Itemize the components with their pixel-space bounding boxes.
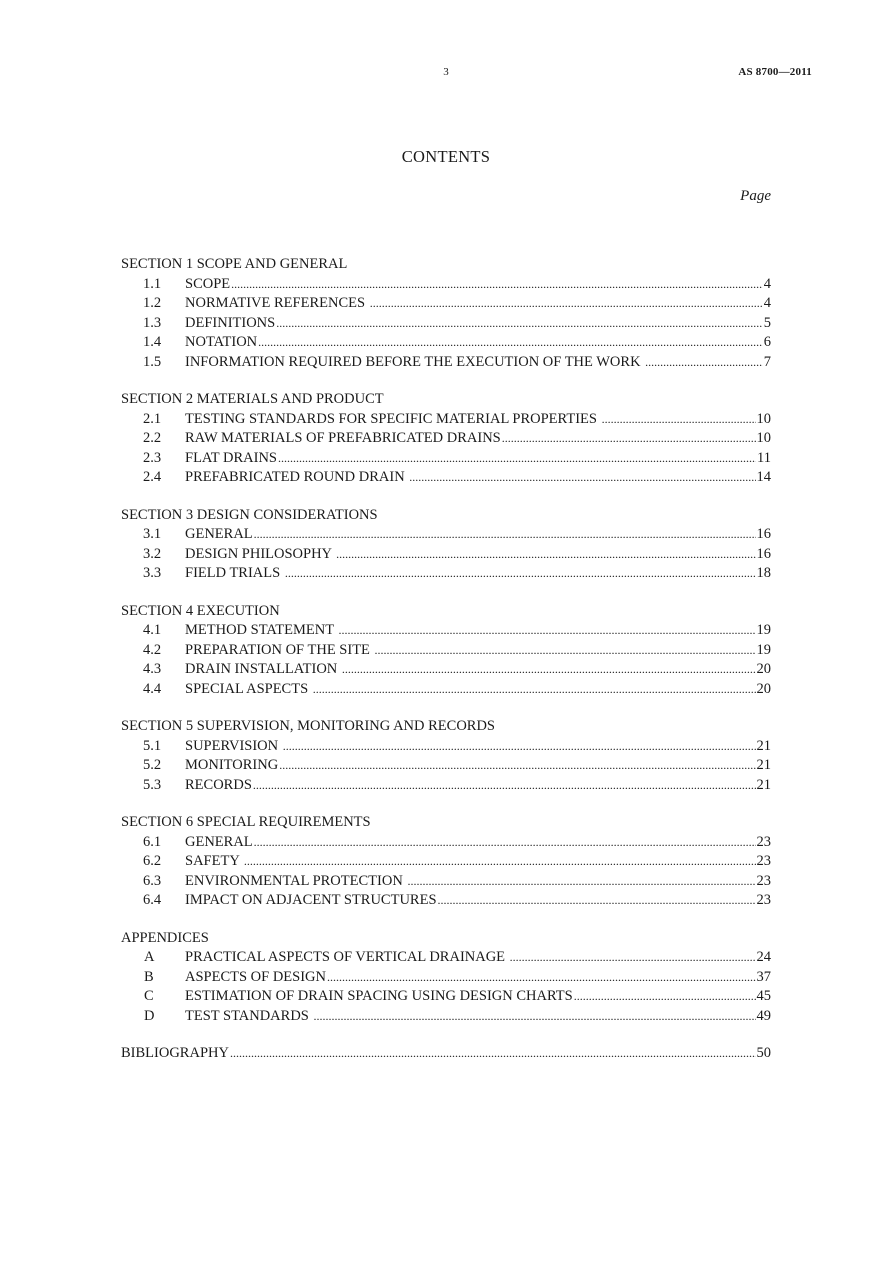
toc-entry[interactable] xyxy=(121,564,771,584)
toc-entry-page: 21 xyxy=(756,737,771,754)
toc-entry-title: FLAT DRAINS xyxy=(185,449,277,466)
dot-leader xyxy=(278,449,756,469)
toc-entry-number: 4.3 xyxy=(143,661,162,677)
toc-entry-page: 14 xyxy=(756,469,771,485)
toc-entry-number: 2.2 xyxy=(143,430,162,446)
toc-entry[interactable] xyxy=(121,776,771,796)
toc-entry-title: IMPACT ON ADJACENT STRUCTURES xyxy=(185,892,437,908)
toc-entry[interactable] xyxy=(121,449,771,469)
toc-entry-title: RECORDS xyxy=(185,776,252,793)
toc-entry-number: 5.3 xyxy=(143,776,162,793)
toc-entry-page: 23 xyxy=(756,892,771,908)
toc-section-heading: SECTION 3 DESIGN CONSIDERATIONS xyxy=(121,506,378,523)
toc-section-heading: SECTION 5 SUPERVISION, MONITORING AND RECORDS xyxy=(121,718,495,734)
toc-entry[interactable] xyxy=(121,294,771,314)
dot-leader xyxy=(338,621,755,641)
dot-leader xyxy=(438,891,756,911)
toc-entry-title: MONITORING xyxy=(185,757,279,773)
toc-entry-number: D xyxy=(144,1007,155,1024)
dot-leader xyxy=(342,660,756,680)
dot-leader xyxy=(231,275,763,295)
toc-entry-title: GENERAL xyxy=(185,833,253,850)
toc-entry-number: 4.4 xyxy=(143,680,162,697)
toc-entry-page: 5 xyxy=(763,314,771,331)
toc-entry-page: 7 xyxy=(763,353,771,370)
toc-entry-page: 50 xyxy=(756,1045,771,1061)
toc-entry-title: TESTING STANDARDS FOR SPECIFIC MATERIAL PROPERTIES xyxy=(185,410,601,427)
toc-entry-title: TEST STANDARDS xyxy=(185,1007,313,1024)
toc-entry-number: 1.2 xyxy=(143,295,162,311)
page-column-label: Page xyxy=(740,188,771,204)
toc-entry-number: 2.3 xyxy=(143,449,162,466)
toc-entry[interactable] xyxy=(121,275,771,295)
toc-entry-number: 6.3 xyxy=(143,872,162,889)
toc-entry-number: 1.4 xyxy=(143,334,162,350)
toc-entry-number: 3.3 xyxy=(143,565,162,581)
toc-entry[interactable] xyxy=(121,987,771,1007)
toc-entry-title: FIELD TRIALS xyxy=(185,565,284,581)
toc-section-heading: APPENDICES xyxy=(121,929,209,946)
toc-entry-number: A xyxy=(144,949,155,965)
toc-entry-title: METHOD STATEMENT xyxy=(185,622,338,638)
toc-entry-page: 4 xyxy=(763,295,771,311)
toc-entry[interactable] xyxy=(121,891,771,911)
toc-entry-number: 1.3 xyxy=(143,314,162,331)
toc-entry-number: 1.5 xyxy=(143,353,162,370)
toc-entry[interactable] xyxy=(121,833,771,853)
toc-entry-title: ASPECTS OF DESIGN xyxy=(185,968,326,985)
toc-entry-title: NORMATIVE REFERENCES xyxy=(185,295,369,311)
toc-entry[interactable] xyxy=(121,314,771,334)
dot-leader xyxy=(602,410,756,430)
toc-entry-title: GENERAL xyxy=(185,526,253,542)
toc-entry-page: 4 xyxy=(763,275,771,292)
dot-leader xyxy=(375,641,756,661)
toc-entry-title: DESIGN PHILOSOPHY xyxy=(185,545,336,562)
toc-entry[interactable] xyxy=(121,641,771,661)
toc-section-heading: SECTION 1 SCOPE AND GENERAL xyxy=(121,256,348,272)
toc-entry-title: SPECIAL ASPECTS xyxy=(185,680,312,697)
toc-entry-page: 19 xyxy=(756,641,771,658)
toc-entry-title: ESTIMATION OF DRAIN SPACING USING DESIGN CHARTS xyxy=(185,988,573,1004)
toc-entry-page: 20 xyxy=(756,661,771,677)
toc-entry-page: 18 xyxy=(756,565,771,581)
toc-section xyxy=(121,929,771,1027)
dot-leader xyxy=(276,314,763,334)
toc-entry[interactable] xyxy=(121,525,771,545)
toc-entry[interactable] xyxy=(121,429,771,449)
toc-entry[interactable] xyxy=(121,621,771,641)
toc-entry-title: DRAIN INSTALLATION xyxy=(185,661,341,677)
toc-entry[interactable] xyxy=(121,680,771,700)
toc-entry[interactable] xyxy=(121,468,771,488)
dot-leader xyxy=(254,525,756,545)
toc-section-heading: SECTION 4 EXECUTION xyxy=(121,602,280,619)
toc-entry-number: C xyxy=(144,988,154,1004)
toc-entry-number: 5.2 xyxy=(143,757,162,773)
toc-section xyxy=(121,602,771,700)
toc-section xyxy=(121,717,771,795)
toc-entry-title: BIBLIOGRAPHY xyxy=(121,1045,229,1061)
toc-section xyxy=(121,813,771,911)
dot-leader xyxy=(327,968,756,988)
standard-identifier: AS 8700—2011 xyxy=(738,66,812,78)
dot-leader xyxy=(279,756,755,776)
dot-leader xyxy=(407,872,755,892)
dot-leader xyxy=(230,1044,756,1064)
toc-entry-title: RAW MATERIALS OF PREFABRICATED DRAINS xyxy=(185,430,501,446)
toc-entry-page: 6 xyxy=(763,334,771,350)
dot-leader xyxy=(370,294,763,314)
dot-leader xyxy=(313,1007,755,1027)
toc-entry-title: SAFETY xyxy=(185,853,243,869)
toc-entry-title: INFORMATION REQUIRED BEFORE THE EXECUTION OF THE WORK xyxy=(185,353,645,370)
dot-leader xyxy=(285,564,756,584)
toc-entry-number: 2.1 xyxy=(143,410,162,427)
dot-leader xyxy=(244,852,756,872)
toc-entry[interactable] xyxy=(121,852,771,872)
dot-leader xyxy=(510,948,756,968)
page-number: 3 xyxy=(443,66,449,78)
dot-leader xyxy=(313,680,756,700)
toc-entry-page: 45 xyxy=(756,988,771,1004)
toc-entry-page: 23 xyxy=(756,853,771,869)
toc-entry-page: 10 xyxy=(756,410,771,427)
toc-entry-page: 20 xyxy=(756,680,771,697)
page-title: CONTENTS xyxy=(401,147,491,166)
toc-entry-title: DEFINITIONS xyxy=(185,314,276,331)
toc-entry-page: 19 xyxy=(756,622,771,638)
toc-entry-page: 23 xyxy=(756,833,771,850)
dot-leader xyxy=(283,737,756,757)
dot-leader xyxy=(254,833,756,853)
dot-leader xyxy=(253,776,756,796)
toc-section xyxy=(121,390,771,488)
toc-entry-number: 3.2 xyxy=(143,545,162,562)
toc-section-heading: SECTION 6 SPECIAL REQUIREMENTS xyxy=(121,814,371,830)
toc-entry-number: 3.1 xyxy=(143,526,162,542)
dot-leader xyxy=(574,987,756,1007)
toc-entry-page: 16 xyxy=(756,545,771,562)
toc-entry-title: PRACTICAL ASPECTS OF VERTICAL DRAINAGE xyxy=(185,949,509,965)
toc-entry-page: 16 xyxy=(756,526,771,542)
toc-entry-title: SUPERVISION xyxy=(185,737,282,754)
dot-leader xyxy=(258,333,763,353)
toc-entry[interactable] xyxy=(121,660,771,680)
dot-leader xyxy=(409,468,755,488)
toc-entry-number: 4.2 xyxy=(143,641,162,658)
toc-entry-number: 6.4 xyxy=(143,892,162,908)
toc-entry-page: 24 xyxy=(756,949,771,965)
toc-entry[interactable] xyxy=(121,756,771,776)
toc-entry-page: 21 xyxy=(756,757,771,773)
toc-entry-page: 10 xyxy=(756,430,771,446)
toc-entry-number: 2.4 xyxy=(143,469,162,485)
toc-entry[interactable] xyxy=(121,948,771,968)
toc-entry-number: 6.1 xyxy=(143,833,162,850)
toc-entry-title: PREFABRICATED ROUND DRAIN xyxy=(185,469,409,485)
toc-entry-page: 23 xyxy=(756,872,771,889)
toc-entry[interactable] xyxy=(121,968,771,988)
toc-entry-number: 1.1 xyxy=(143,275,162,292)
toc-entry[interactable] xyxy=(121,410,771,430)
dot-leader xyxy=(645,353,763,373)
toc-entry[interactable] xyxy=(121,737,771,757)
toc-entry-bibliography[interactable] xyxy=(121,1044,771,1064)
toc-entry-number: 5.1 xyxy=(143,737,162,754)
toc-section-heading: SECTION 2 MATERIALS AND PRODUCT xyxy=(121,391,384,407)
dot-leader xyxy=(336,545,755,565)
toc-section xyxy=(121,255,771,372)
toc-entry[interactable] xyxy=(121,1007,771,1027)
toc-entry[interactable] xyxy=(121,353,771,373)
toc-section xyxy=(121,506,771,584)
toc-entry-page: 11 xyxy=(757,449,771,466)
toc-entry-title: PREPARATION OF THE SITE xyxy=(185,641,374,658)
toc-entry-page: 21 xyxy=(756,776,771,793)
toc-entry[interactable] xyxy=(121,333,771,353)
toc-entry-title: ENVIRONMENTAL PROTECTION xyxy=(185,872,407,889)
toc-entry[interactable] xyxy=(121,872,771,892)
table-of-contents xyxy=(121,255,771,1064)
toc-entry-number: 6.2 xyxy=(143,853,162,869)
toc-entry[interactable] xyxy=(121,545,771,565)
dot-leader xyxy=(502,429,756,449)
toc-entry-page: 49 xyxy=(756,1007,771,1024)
toc-entry-number: 4.1 xyxy=(143,622,162,638)
toc-entry-title: SCOPE xyxy=(185,275,231,292)
toc-entry-page: 37 xyxy=(756,968,771,985)
toc-entry-title: NOTATION xyxy=(185,334,258,350)
toc-entry-number: B xyxy=(144,968,154,985)
